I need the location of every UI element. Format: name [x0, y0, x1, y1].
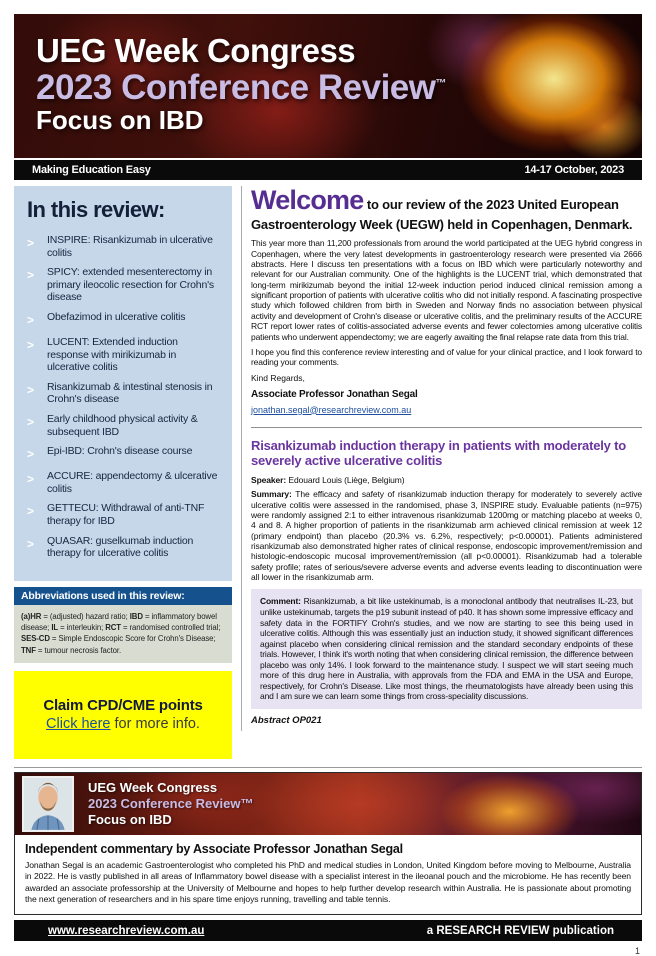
toc-item-label: QUASAR: guselkumab induction therapy for ulcerative colitis: [47, 534, 194, 560]
footer-focus-title: Focus on IBD: [88, 812, 172, 827]
toc-item: [27, 502, 221, 527]
abbreviation-entry: [21, 612, 130, 621]
footer-congress-title: UEG Week Congress: [88, 779, 218, 795]
abbreviation-entry: [21, 634, 215, 643]
abbreviations-body: [14, 605, 232, 663]
welcome-paragraph-2: I hope you find this conference review interesting and of value for your clinical practice, and I look forward to reading your comments.: [251, 346, 642, 368]
abbreviation-definition: = randomised controlled trial;: [120, 622, 221, 632]
speaker-line: [251, 475, 642, 485]
abbreviation-term: IL: [51, 622, 59, 632]
toc-item-label: SPICY: extended mesenterectomy in primary ileocolic resection for Crohn's disease: [47, 266, 214, 304]
review-title: [36, 69, 642, 106]
speaker-name: Edouard Louis (Liège, Belgium): [288, 475, 405, 486]
abbreviations-box: [14, 587, 232, 663]
welcome-word: Welcome: [251, 185, 364, 215]
focus-title: Focus on IBD: [36, 105, 204, 136]
event-dates: 14-17 October, 2023: [524, 164, 624, 176]
congress-title: UEG Week Congress: [36, 32, 356, 69]
abbreviation-definition: = interleukin;: [58, 622, 106, 632]
welcome-heading: [251, 186, 642, 233]
commentary-bio-text: Jonathan Segal is an academic Gastroenterologist who completed his PhD and medical studies in London, United Kingdom before moving to Melbourne, Australia in 2022. He is vastly published in all areas of Inflammatory bowel disease with a specialist interest in the ileoanal pouch and the microbiome. He has recently been awarded an associate professorship at the University of Melbourne and hopes to help further develop research within Australia. He is passionate about promoting the next generation of researchers and in his spare time enjoys running, travelling and table tennis.: [25, 859, 631, 904]
study-title: Risankizumab induction therapy in patients with moderately to severely active ulcerative colitis: [251, 437, 626, 468]
review-title-text: 2023 Conference Review: [36, 67, 436, 107]
summary-text: The efficacy and safety of risankizumab induction therapy for moderately to severely active ulcerative colitis were assessed in the randomised, phase 3, INSPIRE study. Evaluable patients (n=975) were randomly assigned 2:1 to either intravenous risankizumab 1200mg or matching placebo at weeks 0, 4 and 8. A higher proportion of patients in the risankizumab arm achieved clinical remission at week 12 (primary endpoint) than placebo (20.3% vs. 6.2%, respectively; p<0.00001). Patients administered risankizumab also demonstrated higher rates of clinical response, endoscopic improvement/remission and histologic-endoscopic mucosal improvement/remission (all p<0.00001). Risankizumab had a tolerable safety profile; rates of serious/severe adverse events and adverse events leading to discontinuation were all lower in the risankizumab arm.: [251, 489, 642, 583]
header-banner: [14, 14, 642, 158]
abbreviation-definition: = tumour necrosis factor.: [35, 645, 122, 655]
content-area: [14, 186, 642, 759]
footer-banner-titles: [88, 780, 253, 829]
toc-item: [27, 535, 221, 560]
sidebar: [14, 186, 232, 759]
comment-label: Comment:: [260, 596, 304, 607]
sidebar-heading: In this review:: [27, 197, 165, 222]
toc-item: [27, 266, 221, 304]
publication-label: a RESEARCH REVIEW publication: [426, 924, 614, 937]
abbreviation-term: TNF: [21, 645, 36, 655]
abbreviation-definition: = (adjusted) hazard ratio;: [41, 611, 130, 621]
toc-item: [27, 445, 221, 463]
cpd-link-suffix: for more info.: [110, 716, 200, 733]
chevron-bullet-icon: [27, 470, 39, 495]
abbreviation-definition: = inflammatory bowel disease;: [21, 611, 217, 632]
abbreviation-term: (a)HR: [21, 611, 42, 621]
cpd-heading: Claim CPD/CME points: [43, 697, 203, 715]
abbreviation-entry: [51, 623, 105, 632]
toc-item-label: GETTECU: Withdrawal of anti-TNF therapy for IBD: [47, 502, 205, 527]
chevron-bullet-icon: [27, 234, 39, 259]
in-this-review-box: [14, 186, 232, 581]
toc-item: [27, 381, 221, 406]
abbreviation-entry: [105, 623, 220, 632]
chevron-bullet-icon: [27, 445, 39, 463]
website-link[interactable]: www.researchreview.com.au: [48, 924, 205, 937]
summary-line: [251, 489, 642, 582]
cpd-click-here-link[interactable]: Click here: [46, 716, 111, 733]
chevron-bullet-icon: [27, 502, 39, 527]
comment-box: [251, 589, 642, 708]
toc-item-label: Obefazimod in ulcerative colitis: [47, 310, 186, 323]
commentary-heading: Independent commentary by Associate Professor Jonathan Segal: [25, 841, 403, 856]
footer-commentary-box: [14, 772, 642, 915]
speaker-photo-graphic: [24, 778, 72, 830]
bottom-bar: [14, 920, 642, 941]
abbreviation-term: SES-CD: [21, 634, 50, 644]
toc-item: [27, 311, 221, 329]
speaker-photo: [22, 776, 74, 832]
chevron-bullet-icon: [27, 535, 39, 560]
toc-item: [27, 413, 221, 438]
header-titles: [14, 14, 642, 136]
toc-item-label: Risankizumab & intestinal stenosis in Crohn's disease: [47, 380, 213, 406]
footer-divider: [14, 767, 642, 768]
toc-item: [27, 336, 221, 374]
toc-item-label: Epi-IBD: Crohn's disease course: [47, 445, 193, 458]
abbreviation-term: IBD: [129, 611, 143, 621]
toc-list: [27, 234, 221, 560]
abbreviation-term: RCT: [105, 622, 121, 632]
author-email-link[interactable]: jonathan.segal@researchreview.com.au: [251, 404, 412, 415]
welcome-heading-rest: to our review of the 2023 United European Gastroenterology Week (UEGW) held in Copenhagen, Denmark.: [251, 197, 633, 232]
commentary-bio-section: [15, 835, 641, 914]
trademark-symbol: ™: [435, 77, 446, 90]
abbreviation-definition: = Simple Endoscopic Score for Crohn's Disease;: [49, 634, 216, 644]
section-divider: [251, 427, 642, 428]
speaker-label: Speaker:: [251, 475, 289, 486]
toc-item-label: LUCENT: Extended induction response with mirikizumab in ulcerative colitis: [47, 335, 178, 374]
kind-regards: Kind Regards,: [251, 372, 305, 383]
toc-item: [27, 234, 221, 259]
cpd-claim-box: [14, 671, 232, 759]
tagline-bar: [14, 160, 642, 180]
chevron-bullet-icon: [27, 311, 39, 329]
abbreviations-heading: Abbreviations used in this review:: [14, 587, 232, 605]
chevron-bullet-icon: [27, 266, 39, 304]
toc-item-label: Early childhood physical activity & subsequent IBD: [47, 412, 198, 438]
footer-banner: [15, 773, 641, 835]
summary-label: Summary:: [251, 489, 296, 500]
footer-review-title: 2023 Conference Review™: [88, 795, 254, 811]
comment-text: Risankizumab, a bit like ustekinumab, is a monoclonal antibody that neutralises IL-23, but unlike ustekinumab, targets the p19 subunit instead of p40. It has shown some impressive efficacy and safety data in the FORTIFY Crohn's studies, and we now are starting to see this being used in ulcerative colitis. Although this was essentially just an induction study, it showed significant differences against placebo when considering clinical remission and the standard secondary endpoints of these trials. However, I think it's worth noting that when considering clinical remission, the difference between placebo was only 14%. I look forward to the maintenance study. I suspect we will start seeing much more of this drug here in Australia, with approvals from the FDA and EMA in the USA and Europe, respectively, for Crohn's Disease. Like most things, the rheumatologists have already been using this and I am sure we can learn some things from cross-speciality discussions.: [260, 596, 633, 702]
author-signature: Associate Professor Jonathan Segal: [251, 388, 418, 400]
welcome-paragraph-1: This year more than 11,200 professionals from around the world participated at the UEG hybrid congress in Copenhagen, where the very latest developments in gastroenterology research were presented via 2666 abstracts. Here I discuss ten presentations with a focus on IBD which were particularly noteworthy and relevant for our Australian community. One of the highlights is the LUCENT trial, which demonstrated that long-term mirikizumab beyond the initial 12-week induction period induced clinical remission among a significant proportion of patients with ulcerative colitis who did not initially respond. A fascinating prospective study which followed children from birth in Sweden and Norway finds no association between physical activity and development of Crohn's disease or ulcerative colitis, and the preliminary results of the ACCURE RCT report lower rates of colitis-associated adverse events and fewer colectomies among ulcerative colitis patients who underwent appendectomy; we are eagerly awaiting the final relapse rate data from this trial.: [251, 238, 642, 342]
toc-item-label: INSPIRE: Risankizumab in ulcerative colitis: [47, 234, 213, 259]
tagline: Making Education Easy: [32, 164, 151, 176]
main-column: [241, 186, 642, 731]
page-number: 1: [634, 946, 640, 956]
abbreviation-entry: [21, 646, 121, 655]
toc-item: [27, 470, 221, 495]
abstract-reference: Abstract OP021: [251, 714, 322, 726]
chevron-bullet-icon: [27, 336, 39, 374]
toc-item-label: ACCURE: appendectomy & ulcerative colitis: [47, 470, 218, 495]
chevron-bullet-icon: [27, 413, 39, 438]
chevron-bullet-icon: [27, 381, 39, 406]
cpd-info-line: [46, 716, 200, 732]
